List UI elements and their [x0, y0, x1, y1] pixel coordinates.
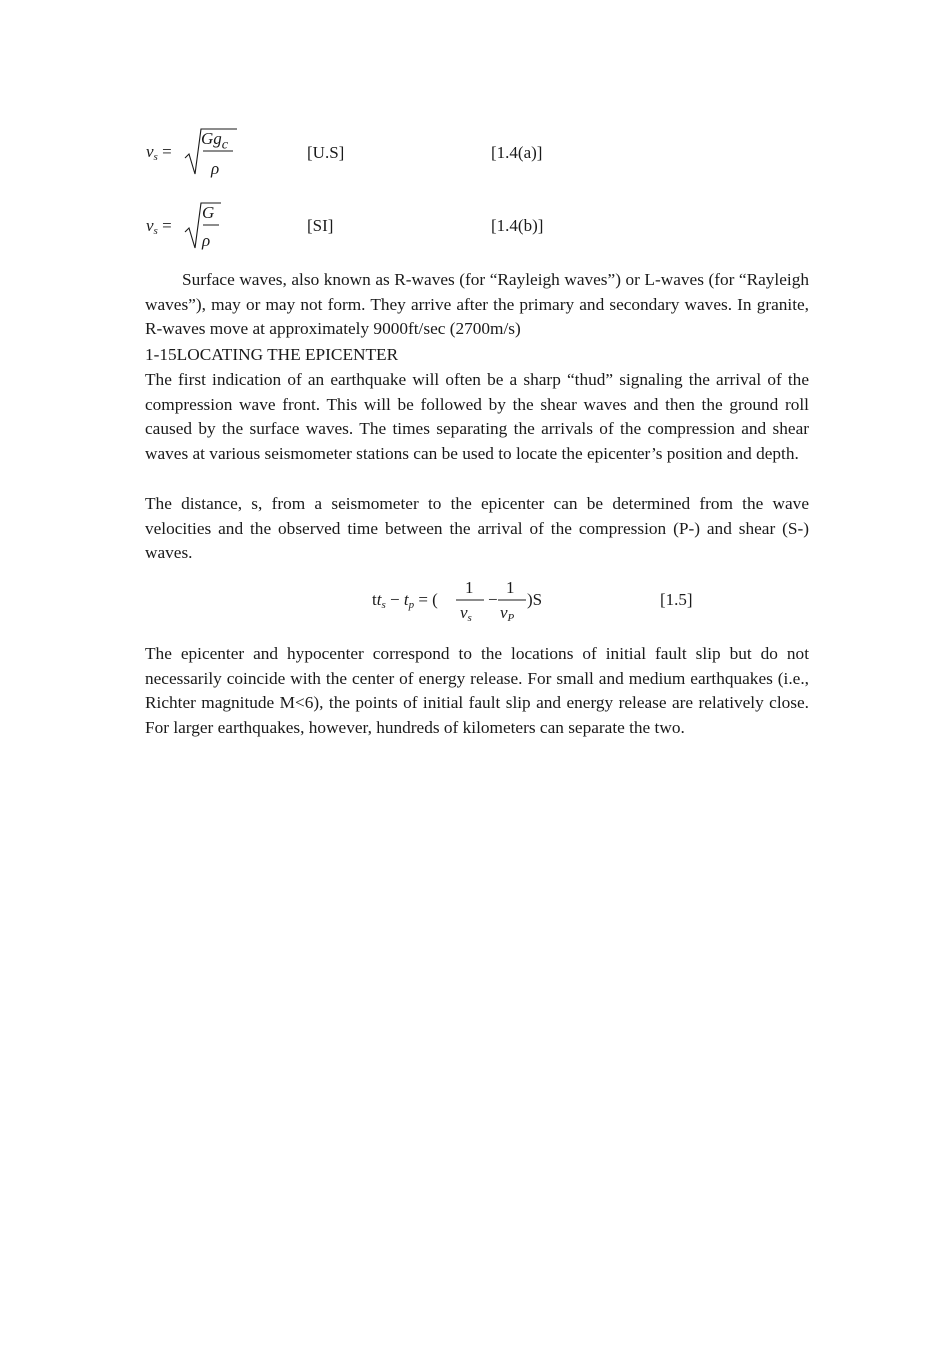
- fraction-denominator: ρ: [202, 231, 211, 250]
- fraction-bar: [498, 599, 528, 602]
- section-heading: 1-15LOCATING THE EPICENTER: [145, 345, 399, 364]
- equation-lhs: $v_s$ =: [146, 142, 172, 163]
- paragraph-distance: The distance, s, from a seismometer to the epicenter can be determined from the wave velocities and the observed time between the arrival of the compression (P-) and shear (S-) waves.: [145, 494, 809, 563]
- paragraph-surface-waves: Surface waves, also known as R-waves (for “Rayleigh waves”) or L-waves (for “Rayleigh waves”), may or may not form. They arrive after the primary and secondary waves. In granite, R-waves move at approximately 9000ft/sec (2700m/s): [145, 270, 809, 339]
- unit-tag: [U.S]: [307, 143, 345, 162]
- unit-tag: [SI]: [307, 216, 334, 235]
- equation-ref: [1.4(b)]: [491, 216, 544, 235]
- paragraph-first-indication: The first indication of an earthquake will often be a sharp “thud” signaling the arrival of the compression wave front. This will be followed by the shear waves and then the ground roll caused by the surface waves. The times separating the arrivals of the compression and shear waves at various seismometer stations can be used to locate the epicenter’s position and depth.: [145, 370, 809, 463]
- fraction-denominator: $v_P$: [500, 603, 515, 624]
- fraction-numerator: 1: [506, 578, 515, 597]
- fraction-bar: [456, 599, 486, 602]
- fraction-numerator: G: [202, 203, 215, 222]
- equation-rhs: )S: [527, 590, 543, 609]
- equation-lhs: $tt_s - t_p$ = (: [372, 590, 438, 611]
- fraction-denominator: ρ: [211, 159, 220, 178]
- equation-ref: [1.5]: [660, 590, 693, 609]
- fraction-denominator: $v_s$: [460, 603, 472, 624]
- equation-ref: [1.4(a)]: [491, 143, 543, 162]
- equation-lhs: $v_s$ =: [146, 216, 172, 237]
- minus-sign: −: [488, 590, 498, 609]
- paragraph-hypocenter: The epicenter and hypocenter correspond to the locations of initial fault slip but do not necessarily coincide with the center of energy release. For small and medium earthquakes (i.e., Richter magnitude M<6), the points of initial fault slip and energy release are relatively close. For larger earthquakes, however, hundreds of kilometers can separate the two.: [145, 644, 809, 737]
- fraction-numerator: 1: [465, 578, 474, 597]
- fraction-numerator: $Gg_c$: [201, 129, 229, 153]
